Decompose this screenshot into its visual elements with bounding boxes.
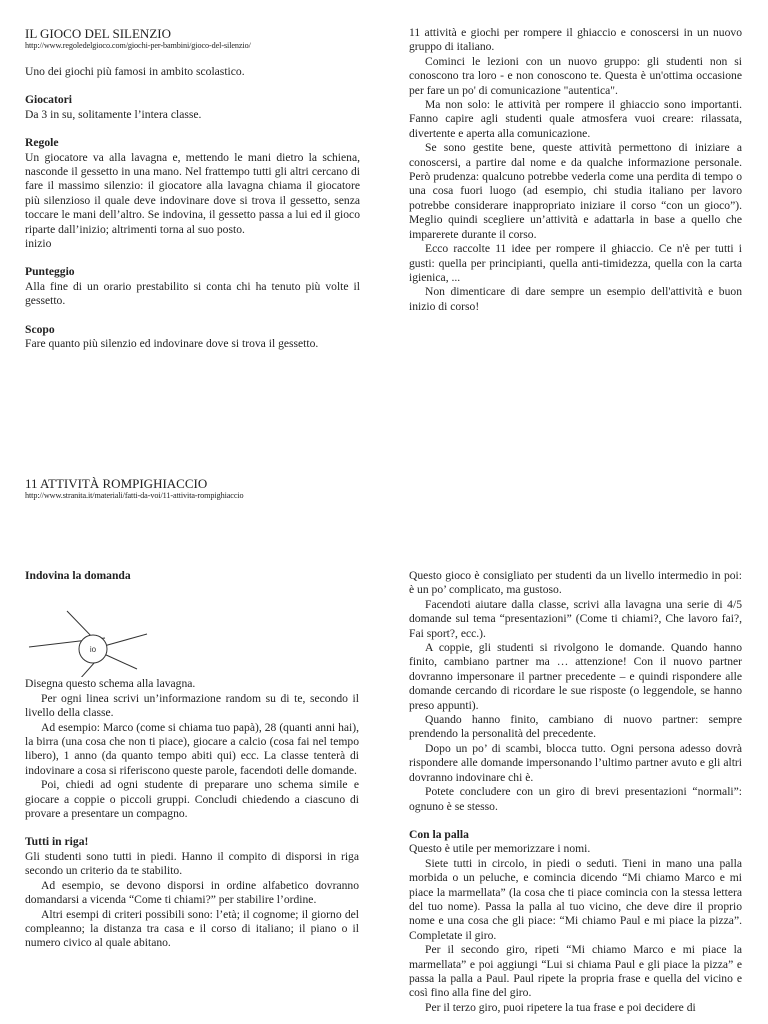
silenzio-source-url: http://www.regoledelgioco.com/giochi-per-bambini/gioco-del-silenzio/ [25,41,251,50]
rules-extra: inizio [25,237,52,251]
players-heading: Giocatori [25,93,73,107]
intermedio-paragraph-3: A coppie, gli studenti si rivolgono le domande. Quando hanno finito, cambiano partner ma … attenzione! Con il nuovo partner dovranno impersonare il partner precedente – e quindi rispondere alle domande cercando di ricordare le sue risposte (o leggendole, se hanno preso appunti). [409,641,742,712]
intro-right-section [409,26,742,314]
rules-heading: Regole [25,136,59,150]
rompighiaccio-header [25,476,360,501]
goal-text: Fare quanto più silenzio ed indovinare dove si trova il gessetto. [25,337,319,351]
rompighiaccio-source-url: http://www.stranita.it/materiali/fatti-da-voi/11-attivita-rompighiaccio [25,491,244,500]
indovina-paragraph-4: Poi, chiedi ad ogni studente di preparare uno schema simile e giocare a coppie o piccoli gruppi. Concludi chiedendo a ciascuno di provare a presentare un compagno. [25,778,359,821]
goal-heading: Scopo [25,322,55,336]
intro-paragraph-2: Cominci le lezioni con un nuovo gruppo: gli studenti non si conoscono tra loro - e non conoscono te. Questa è un'ottima occasione per fare un po' di comunicazione "autentica". [409,54,742,97]
rompighiaccio-title: 11 ATTIVITÀ ROMPIGHIACCIO [25,476,208,491]
tutti-paragraph-1: Gli studenti sono tutti in piedi. Hanno il compito di disporsi in riga secondo un criterio da te stabilito. [25,849,359,878]
indovina-heading: Indovina la domanda [25,569,131,582]
palla-paragraph-2: Siete tutti in circolo, in piedi o seduti. Tieni in mano una palla morbida o un peluche, e comincia dicendo “Mi chiamo Marco e mi piace la marmellata” (la cosa che ti piace comincia con la stessa lettera del tuo nome). Passa la palla al tuo vicino, che deve dire il proprio nome e una cosa che gli piace: “Mi chiamo Paul e mi piace la pizza”. Completate il giro. [409,856,742,942]
silenzio-section [25,26,360,352]
silenzio-title: IL GIOCO DEL SILENZIO [25,26,171,41]
intermedio-paragraph-6: Potete concludere con un giro di brevi presentazioni “normali”: ognuno è se stesso. [409,785,742,813]
io-diagram-graphic [25,585,185,677]
indovina-paragraph-3: Ad esempio: Marco (come si chiama tuo papà), 28 (quanti anni hai), la birra (una cosa che non ti piace), giocare a calcio (cosa fai nel tempo libero), 1 anno (da quanto tempo abiti qui) ecc. La classe tenterà di indovinare a cosa si riferiscono queste parole, facendoti delle domande. [25,720,359,777]
rules-text: Un giocatore va alla lavagna e, mettendo le mani dietro la schiena, nasconde il gessetto in una mano. Nel frattempo tutti gli altri cercano di fare il massimo silenzio: il giocatore alla lavagna chiama il giocatore più silenzioso il quale deve indovinare dove si trova il gessetto, senza toccare le mani dell’altro. Se indovina, il gessetto passa a lui ed il gioco riparte dall’inizio; altrimenti torna al suo posto. [25,150,360,236]
intro-paragraph-4: Se sono gestite bene, queste attività permettono di iniziare a conoscersi, a partire dal nome e da qualche informazione personale. Però prudenza: qualcuno potrebbe vederla come una perdita di tempo o una cosa fuori luogo (ad esempio, chi studia italiano per lavoro potrebbe considerare inappropriato iniziare il corso “con un gioco”). Meglio quindi scegliere un’attività e adattarla in base a quello che imparerete durante il corso. [409,141,742,241]
intro-paragraph-1: 11 attività e giochi per rompere il ghiaccio e conoscersi in un nuovo gruppo di italiano. [409,26,742,54]
intermedio-section [409,569,742,1015]
tutti-heading: Tutti in riga! [25,835,89,849]
indovina-paragraph-2: Per ogni linea scrivi un’informazione random su di te, secondo il livello della classe. [25,691,359,720]
score-text: Alla fine di un orario prestabilito si conta chi ha tenuto più volte il gessetto. [25,279,360,308]
palla-paragraph-3: Per il secondo giro, ripeti “Mi chiamo Marco e mi piace la marmellata” e poi aggiungi “Lui si chiama Paul e gli piace la pizza” e passa la palla a Paul. Paul ripete la propria frase e quella del vicino e così fino alla fine del giro. [409,943,742,1000]
score-heading: Punteggio [25,265,75,279]
intro-paragraph-3: Ma non solo: le attività per rompere il ghiaccio sono importanti. Fanno capire agli studenti quale atmosfera vuoi creare: rilassata, divertente e aperta alla comunicazione. [409,98,742,140]
intermedio-paragraph-4: Quando hanno finito, cambiano di nuovo partner: sempre prendendo la personalità del precedente. [409,713,742,741]
intermedio-paragraph-1: Questo gioco è consigliato per studenti da un livello intermedio in poi: è un po’ complicato, ma gustoso. [409,569,742,597]
palla-paragraph-4: Per il terzo giro, puoi ripetere la tua frase e poi decidere di [425,1000,696,1014]
indovina-section [25,569,359,951]
tutti-paragraph-3: Altri esempi di criteri possibili sono: l’età; il cognome; il giorno del compleanno; la distanza tra casa e il corso di italiano; il piano o il numero civico al quale abitano. [25,907,359,950]
io-label: io [89,645,97,655]
intro-paragraph-6: Non dimenticare di dare sempre un esempio dell'attività e buon inizio di corso! [409,285,742,313]
palla-heading: Con la palla [409,827,469,841]
intermedio-paragraph-2: Facendoti aiutare dalla classe, scrivi alla lavagna una serie di 4/5 domande sul tema “presentazioni” (Come ti chiami?, Che lavoro fai?, Fai sport?, ecc.). [409,597,742,640]
intro-paragraph-5: Ecco raccolte 11 idee per rompere il ghiaccio. Ce n'è per tutti i gusti: quella per principianti, quella anti-timidezza, quella con la carta igienica, ... [409,242,742,284]
tutti-paragraph-2: Ad esempio, se devono disporsi in ordine alfabetico dovranno domandarsi a vicenda “Come ti chiami?” per stabilire l’ordine. [25,878,359,907]
indovina-paragraph-1: Disegna questo schema alla lavagna. [25,677,196,691]
intermedio-paragraph-5: Dopo un po’ di scambi, blocca tutto. Ogni persona adesso dovrà rispondere alle domande impersonando l’ultimo partner avuto e gli altri dovranno indovinare chi è. [409,741,742,784]
players-text: Da 3 in su, solitamente l’intera classe. [25,107,202,121]
io-diagram [25,585,185,677]
palla-paragraph-1: Questo è utile per memorizzare i nomi. [409,842,591,856]
silenzio-intro: Uno dei giochi più famosi in ambito scolastico. [25,65,245,78]
